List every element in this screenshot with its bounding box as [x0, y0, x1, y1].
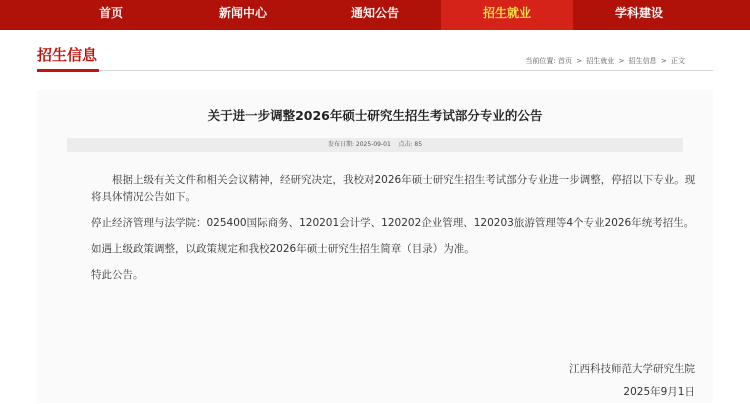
nav-item-home[interactable]: 首页: [98, 6, 123, 20]
article-title: 关于进一步调整2026年硕士研究生招生考试部分专业的公告: [207, 108, 543, 123]
click-count: 85: [414, 141, 423, 148]
nav-item-admissions[interactable]: 招生就业: [441, 0, 573, 30]
nav-item-news[interactable]: 新闻中心: [218, 6, 267, 20]
paragraph: 停止经济管理与法学院：025400国际商务、120201会计学、120202企业管理、120203旅游管理等4个专业2026年统考招生。: [91, 217, 695, 229]
publish-date-label: 发布日期:: [327, 141, 354, 148]
top-navigation: [0, 0, 750, 30]
breadcrumb-separator: >: [660, 57, 667, 65]
paragraph: 如遇上级政策调整，以政策规定和我校2026年硕士研究生招生简章（目录）为准。: [91, 243, 475, 255]
paragraph: 特此公告。: [91, 269, 144, 281]
article-container: [37, 90, 713, 403]
section-header: [37, 44, 713, 71]
breadcrumb-separator: >: [576, 57, 583, 65]
nav-item-disciplines[interactable]: 学科建设: [614, 6, 663, 20]
signature-date: 2025年9月1日: [623, 386, 695, 398]
nav-items: [45, 0, 705, 30]
breadcrumb-prefix: 当前位置:: [525, 57, 556, 65]
click-count-label: 点击:: [398, 141, 413, 148]
article-body: [91, 172, 701, 293]
signature-org: 江西科技师范大学研究生院: [569, 363, 695, 375]
breadcrumb: [525, 56, 685, 66]
article-signature: [569, 358, 695, 404]
section-title: 招生信息: [37, 46, 98, 64]
article-meta: [67, 138, 683, 152]
breadcrumb-home[interactable]: 首页: [557, 57, 572, 65]
publish-date: 2025-09-01: [355, 141, 391, 148]
breadcrumb-current: 正文: [671, 57, 685, 65]
breadcrumb-admissions[interactable]: 招生就业: [586, 57, 615, 65]
paragraph: 根据上级有关文件和相关会议精神，经研究决定，我校对2026年硕士研究生招生考试部分专业进一步调整，停招以下专业。现将具体情况公告如下。: [91, 174, 696, 203]
breadcrumb-admission-info[interactable]: 招生信息: [628, 57, 657, 65]
nav-item-notices[interactable]: 通知公告: [350, 6, 399, 20]
breadcrumb-separator: >: [618, 57, 625, 65]
section-title-underline: [37, 69, 99, 72]
